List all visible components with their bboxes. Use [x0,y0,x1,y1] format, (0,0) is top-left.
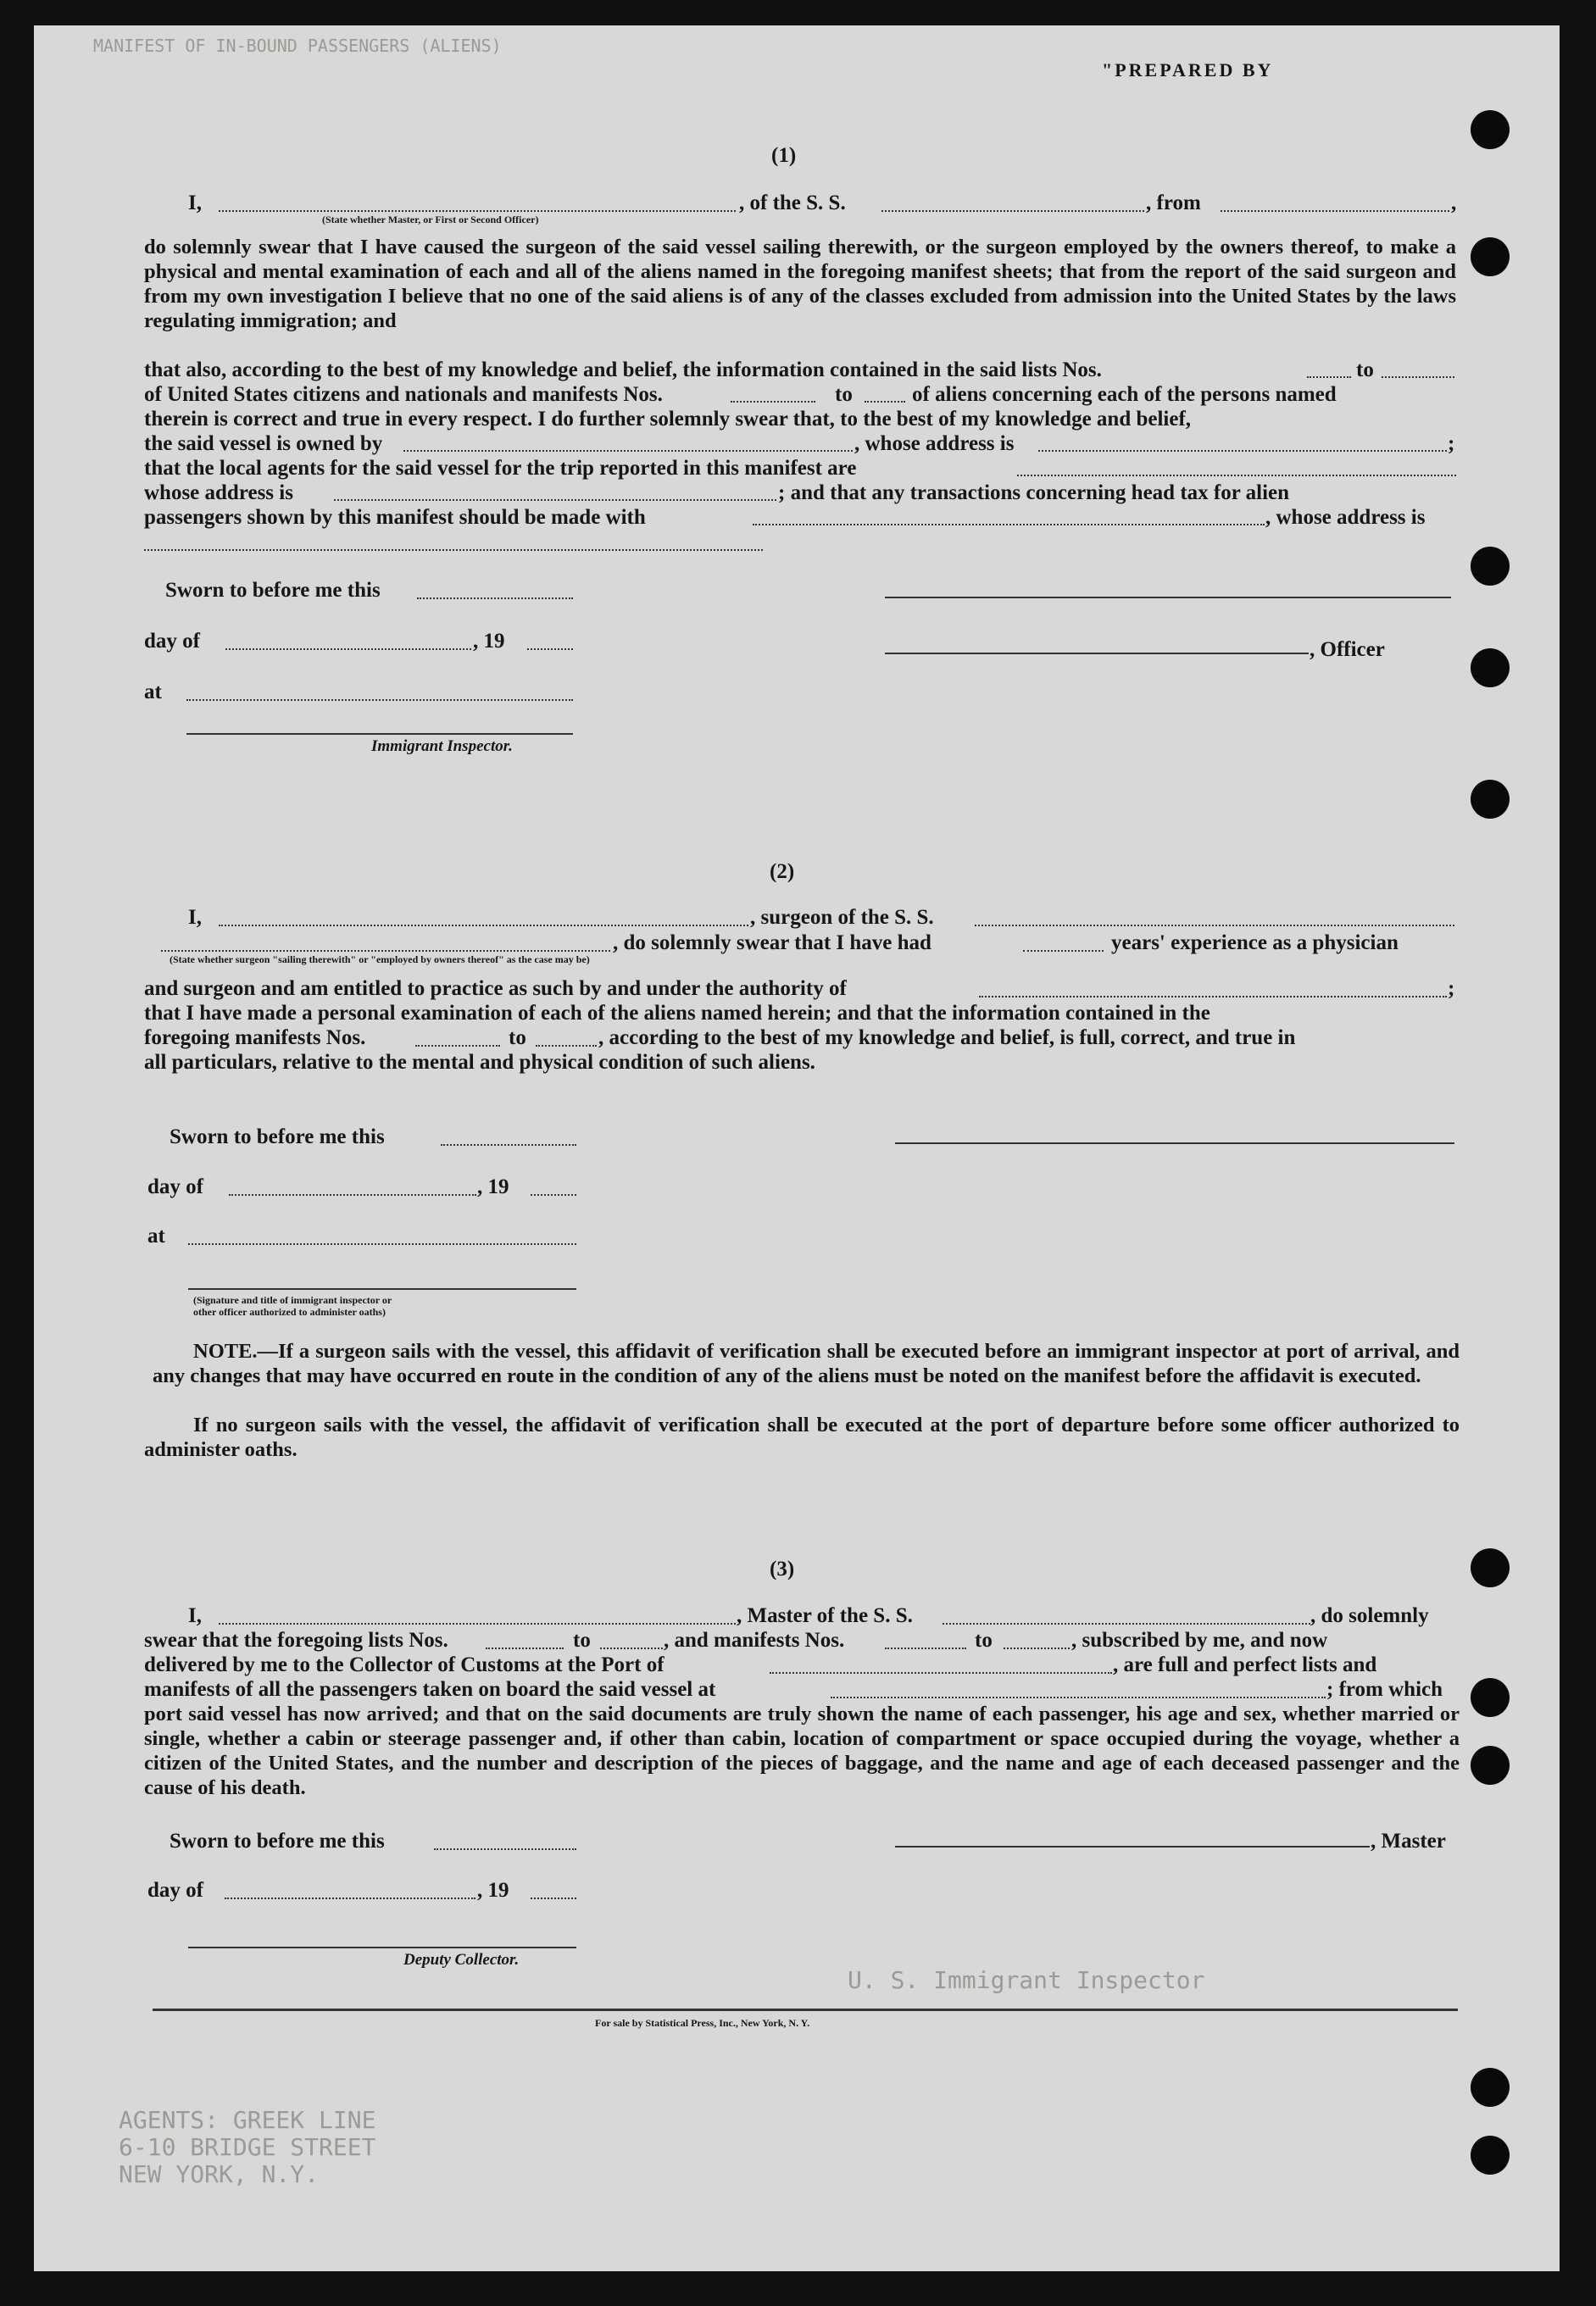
binder-hole [1471,780,1510,819]
full-lists-text: , are full and perfect lists and [1113,1653,1377,1676]
subscribed-text: , subscribed by me, and now [1071,1629,1328,1652]
sworn-date-field[interactable] [441,1144,576,1146]
place-field[interactable] [188,1243,576,1245]
day-of-label: day of [147,1879,203,1902]
to-label: to [835,383,853,406]
year-field[interactable] [531,1194,576,1196]
bleed-agents-line-3: NEW YORK, N.Y. [119,2160,320,2188]
agents-label: that the local agents for the said vessel for the trip reported in this manifest are [144,457,857,480]
authority-field[interactable] [979,996,1447,997]
owned-by-label: the said vessel is owned by [144,432,383,455]
section-2-heading: (2) [770,860,795,883]
head-tax-text: ; and that any transactions concerning head tax for alien [778,481,1290,504]
day-of-label: day of [144,630,200,653]
aliens-label: of aliens concerning each of the persons named [912,383,1337,406]
sworn-label: Sworn to before me this [170,1125,385,1148]
year-label: , 19 [477,1879,509,1902]
deputy-collector-signature-line[interactable] [188,1947,576,1948]
officer-name-field[interactable] [219,210,736,212]
sworn-date-field[interactable] [417,597,573,599]
officer-name-line[interactable] [885,653,1309,654]
address-label: whose address is [144,481,293,504]
lists-label: swear that the foregoing lists Nos. [144,1629,448,1652]
year-label: , 19 [477,1175,509,1198]
punctuation: ; [1448,977,1455,1000]
surgeon-signature-line[interactable] [895,1142,1454,1144]
note-paragraph-2: If no surgeon sails with the vessel, the affidavit of verification shall be executed at the port of departure before some officer authorized to administer oaths. [144,1414,1460,1461]
address-label: , whose address is [854,432,1015,455]
from-which-text: ; from which [1326,1678,1443,1701]
bleed-through-title: MANIFEST OF IN-BOUND PASSENGERS (ALIENS) [93,36,502,56]
vessel-label: , of the S. S. [739,192,846,214]
sworn-date-field[interactable] [434,1848,576,1850]
surgeon-status-field[interactable] [161,950,610,952]
month-field[interactable] [225,648,471,650]
oath-label: I, [188,1604,202,1627]
day-of-label: day of [147,1175,203,1198]
from-label: , from [1146,192,1201,214]
lists-from-field[interactable] [486,1648,564,1649]
vessel-name-field[interactable] [881,210,1144,212]
binder-hole [1471,648,1510,687]
inspector-signature-line[interactable] [188,1288,576,1290]
sworn-label: Sworn to before me this [165,579,381,602]
master-vessel-field[interactable] [943,1623,1310,1625]
swear-text: , do solemnly swear that I have had [613,931,931,954]
owner-field[interactable] [403,450,853,452]
agents-address-field[interactable] [334,499,776,501]
lists-to-field[interactable] [600,1648,663,1649]
manifests-label: of United States citizens and nationals and manifests Nos. [144,383,663,406]
immigrant-inspector-label: Immigrant Inspector. [371,737,513,755]
origin-port-field[interactable] [1221,210,1449,212]
section-1-heading: (1) [771,144,797,167]
at-label: at [144,681,162,703]
surgeon-label: , surgeon of the S. S. [750,906,934,929]
printer-credit: For sale by Statistical Press, Inc., New York, N. Y. [595,2017,810,2029]
manifests-label: , and manifests Nos. [664,1629,845,1652]
prepared-by-stamp: "PREPARED BY [1102,59,1274,81]
years-label: years' experience as a physician [1111,931,1399,954]
binder-hole [1471,547,1510,586]
head-tax-contact-field[interactable] [753,524,1265,525]
port-label: delivered by me to the Collector of Customs at the Port of [144,1653,665,1676]
bleed-agents-line-2: 6-10 BRIDGE STREET [119,2133,376,2161]
us-lists-from-field[interactable] [1307,376,1351,378]
note-label: NOTE.— [193,1340,279,1363]
binder-hole [1471,2068,1510,2107]
signature-caption-2: other officer authorized to administer oaths) [193,1306,386,1318]
years-experience-field[interactable] [1023,950,1104,952]
binder-hole [1471,1548,1510,1587]
passengers-text: passengers shown by this manifest should be made with [144,506,646,529]
year-label: , 19 [473,630,505,653]
foregoing-manifests-label: foregoing manifests Nos. [144,1026,366,1049]
year-field[interactable] [531,1898,576,1899]
note-text-1: If a surgeon sails with the vessel, this affidavit of verification shall be executed before an immigrant inspector at port of arrival, and any changes that may have occurred en route in the condition of any of the aliens must be noted on the manifest before the affidavit is executed. [153,1340,1460,1387]
agents-field[interactable] [1017,475,1456,476]
oath-label: I, [188,906,202,929]
to-label: to [1356,358,1374,381]
boarding-port-field[interactable] [831,1697,1326,1698]
manifests-from-field[interactable] [731,401,815,403]
manifests-from-field[interactable] [885,1648,966,1649]
binder-hole [1471,237,1510,276]
binder-hole [1471,2136,1510,2175]
port-field[interactable] [770,1672,1112,1674]
section-1-oath-text: do solemnly swear that I have caused the surgeon of the said vessel sailing therewith, or the surgeon employed by the owners thereof, to make a physical and mental examination of each and all of the aliens named in the foregoing manifest sheets; that from the report of the said surgeon and from my own investigation I believe that no one of the said aliens is of any of the classes excluded from admission into the United States by the laws regulating immigration; and [144,236,1456,332]
lists-label: that also, according to the best of my knowledge and belief, the information contained in the said lists Nos. [144,358,1102,381]
bleed-inspector-stamp: U. S. Immigrant Inspector [848,1966,1205,1994]
head-tax-address-field[interactable] [144,549,763,551]
to-label: to [573,1629,591,1652]
boarded-label: manifests of all the passengers taken on board the said vessel at [144,1678,716,1701]
manifests-to-field[interactable] [1004,1648,1070,1649]
place-field[interactable] [186,699,573,701]
to-label: to [975,1629,993,1652]
surgeon-status-caption: (State whether surgeon "sailing therewith" or "employed by owners thereof" as the case may be) [170,953,590,965]
footer-rule [153,2009,1458,2011]
at-label: at [147,1225,165,1247]
sworn-label: Sworn to before me this [170,1830,385,1853]
according-text: , according to the best of my knowledge and belief, is full, correct, and true in [598,1026,1296,1049]
surgeon-manifests-to-field[interactable] [536,1045,597,1047]
year-field[interactable] [527,648,573,650]
month-field[interactable] [225,1898,475,1899]
officer-rank-caption: (State whether Master, or First or Second Officer) [322,214,539,225]
master-name-field[interactable] [219,1623,736,1625]
master-title-label: , Master [1371,1830,1446,1853]
officer-label: , Officer [1310,638,1385,661]
address-label: , whose address is [1265,506,1426,529]
punctuation: ; [1448,432,1455,455]
binder-hole [1471,1746,1510,1785]
section-3-heading: (3) [770,1558,795,1581]
inspector-signature-line[interactable] [186,733,573,735]
surgeon-name-field[interactable] [219,925,748,926]
particulars-text: all particulars, relative to the mental and physical condition of such aliens. [144,1051,815,1074]
bleed-agents-line-1: AGENTS: GREEK LINE [119,2106,376,2134]
master-label: , Master of the S. S. [737,1604,913,1627]
to-label: to [509,1026,526,1049]
officer-signature-line[interactable] [885,597,1451,598]
surgeon-manifests-from-field[interactable] [415,1045,500,1047]
binder-hole [1471,110,1510,149]
manifest-page [34,25,1560,2271]
deputy-collector-label: Deputy Collector. [403,1951,520,1969]
signature-caption-1: (Signature and title of immigrant inspector or [193,1294,392,1306]
surgeon-vessel-field[interactable] [975,925,1454,926]
personal-exam-text: that I have made a personal examination of each of the aliens named herein; and that the information contained in the [144,1002,1210,1025]
punctuation: , [1451,192,1457,214]
authority-label: and surgeon and am entitled to practice as such by and under the authority of [144,977,847,1000]
solemnly-text: , do solemnly [1310,1604,1429,1627]
manifests-to-field[interactable] [865,401,905,403]
us-lists-to-field[interactable] [1382,376,1454,378]
master-signature-line[interactable] [895,1846,1370,1848]
binder-hole [1471,1678,1510,1717]
owner-address-field[interactable] [1038,450,1447,452]
month-field[interactable] [229,1194,476,1196]
oath-label: I, [188,192,202,214]
therein-text: therein is correct and true in every respect. I do further solemnly swear that, to the best of my knowledge and belief, [144,408,1192,431]
note-paragraph-1 [153,1339,1460,1388]
section-3-oath-text: port said vessel has now arrived; and that on the said documents are truly shown the name of each passenger, his age and sex, whether married or single, whether a cabin or steerage passenger and, if other than cabin, location of compartment or space occupied during the voyage, whether a citizen of the United States, and the number and description of the pieces of baggage, and the name and age of each deceased passenger and the cause of his death. [144,1703,1460,1799]
